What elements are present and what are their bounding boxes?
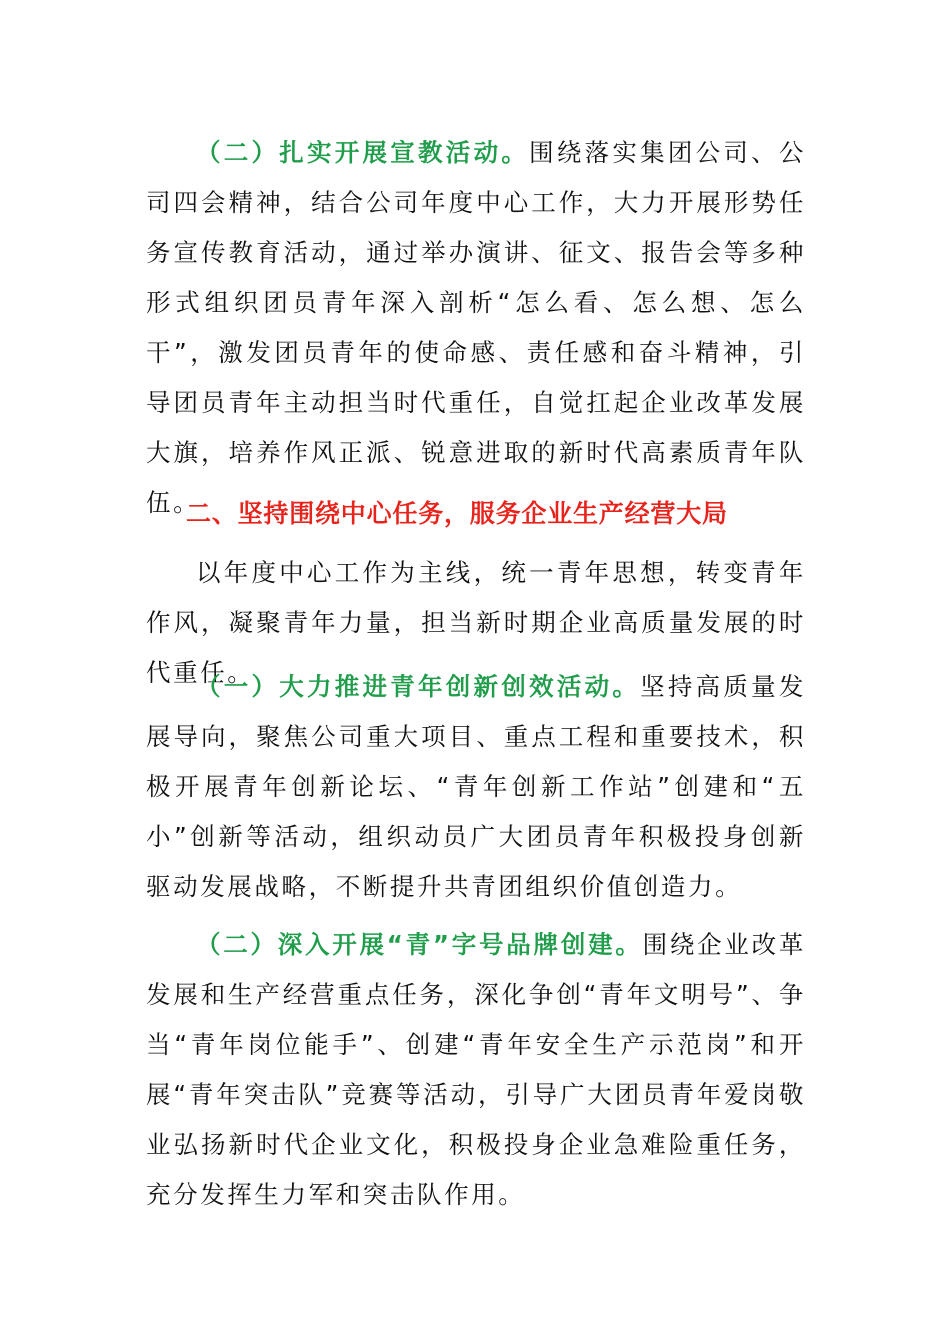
paragraph-body-brand: 围绕企业改革发展和生产经营重点任务，深化争创“青年文明号”、争当“青年岗位能手”、创建“青年安全生产示范岗”和开展“青年突击队”竞赛等活动，引导广大团员青年爱岗敬业弘扬新时代企业文化，积极投身企业急难险重任务，充分发挥生力军和突击队作用。 <box>146 930 807 1209</box>
paragraph-lead-propaganda: （二）扎实开展宣教活动。 <box>196 138 530 167</box>
paragraph-body-innovation: 坚持高质量发展导向，聚焦公司重大项目、重点工程和重要技术，积极开展青年创新论坛、“青年创新工作站”创建和“五小”创新等活动，组织动员广大团员青年积极投身创新驱动发展战略，不断提升共青团组织价值创造力。 <box>146 672 806 901</box>
paragraph-section-2-intro: 以年度中心工作为主线，统一青年思想，转变青年作风，凝聚青年力量，担当新时期企业高质量发展的时代重任。 <box>146 558 806 687</box>
section-heading-2: 二、坚持围绕中心任务，服务企业生产经营大局 <box>186 499 728 528</box>
paragraph-body-propaganda: 围绕落实集团公司、公司四会精神，结合公司年度中心工作，大力开展形势任务宣传教育活动，通过举办演讲、征文、报告会等多种形式组织团员青年深入剖析“怎么看、怎么想、怎么干”，激发团员青年的使命感、责任感和奋斗精神，引导团员青年主动担当时代重任，自觉扛起企业改革发展大旗，培养作风正派、锐意进取的新时代高素质青年队伍。 <box>146 138 807 517</box>
paragraph-innovation-activities <box>146 662 806 912</box>
paragraph-lead-brand: （二）深入开展“青”字号品牌创建。 <box>196 930 643 959</box>
paragraph-lead-innovation: （一）大力推进青年创新创效活动。 <box>196 672 641 701</box>
paragraph-propaganda-activities <box>146 128 806 528</box>
paragraph-brand-building <box>146 920 806 1220</box>
